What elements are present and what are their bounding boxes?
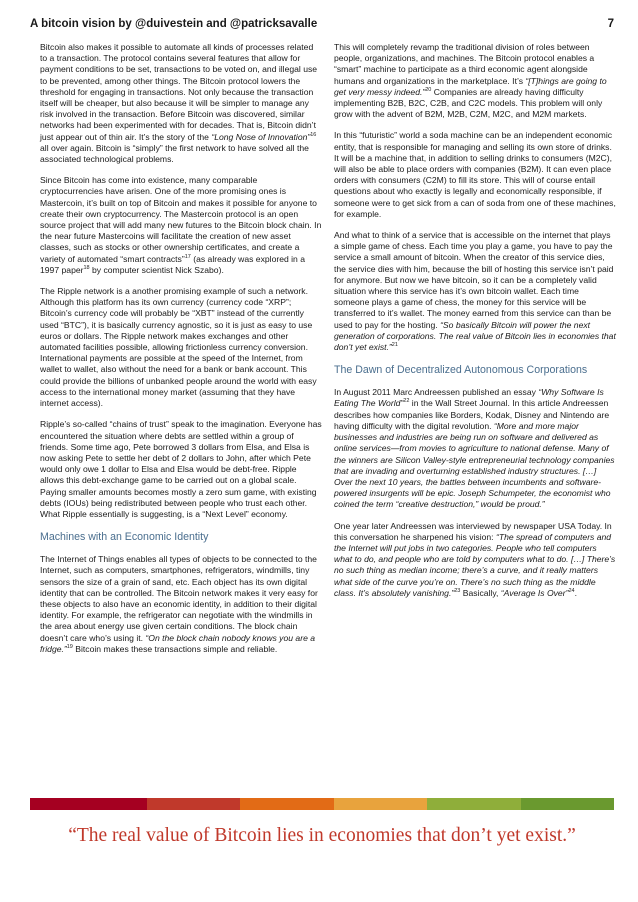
- color-bar-segment: [357, 798, 380, 810]
- color-bar-segment: [123, 798, 146, 810]
- color-bar-segment: [567, 798, 590, 810]
- color-bar-segment: [100, 798, 123, 810]
- color-bar-segment: [450, 798, 473, 810]
- right-column: [334, 42, 616, 609]
- color-bar-segment: [404, 798, 427, 810]
- color-bar-segment: [591, 798, 614, 810]
- color-bar-segment: [194, 798, 217, 810]
- pull-quote: “The real value of Bitcoin lies in economies that don’t yet exist.”: [68, 825, 576, 846]
- color-bar-segment: [77, 798, 100, 810]
- decorative-color-bar: [30, 798, 614, 810]
- paragraph-ripple: The Ripple network is a another promising example of such a network. Although this platform has its own currency (currency code “XRP”; Bitcoin’s currency code will probably be “XBT” instead of the currently used “BTC”), it is basically currency agnostic, so it is just as easy to use euros or dollars. The Ripple network makes exchanges and other automated facilities possible, allowing frictionless currency conversion. International payments are possible at the speed of the Internet, from wallet to wallet, also without the need for a bank or bank account. This could provide the billions of unbanked people around the world with easy access to the international money market (assuming that they have internet access).: [40, 286, 317, 409]
- paragraph-internet-of-things: The Internet of Things enables all types of objects to be connected to the Internet, such as computers, smartphones, refrigerators, windmills, tiny sensors the size of a grain of sand, etc. Each object has its own digital identity that can be controlled. The Bitcoin network makes it very easy for these objects to also have an economic identity, in addition to their digital identity. For example, the refrigerator can negotiate with the windmills in the area about energy use given certain conditions. The block chain doesn’t care who’s using it. “On the block chain nobody knows you are a fridge.”$^{19}$ Bitcoin makes these transactions simple and reliable.: [40, 554, 318, 654]
- paragraph-automation: Bitcoin also makes it possible to automate all kinds of processes related to a transaction. The protocol contains several features that allow for payment conditions to be set, transactions to be voted on, and illegal use to be prevented, among other things. The Bitcoin protocol lowers the threshold for engaging in transactions. Not only because the transaction itself will be cheaper, but also because it will be simpler to manage any risk involved in the transaction. Before Bitcoin was discovered, similar networks had been experimented with for decades. That is, Bitcoin didn’t just appear out of thin air. It’s the story of the “Long Nose of Innovation”$^{16}$ all over again. Bitcoin is “simply” the first network to have solved all the associated technological problems.: [40, 42, 318, 165]
- color-bar-segment: [287, 798, 310, 810]
- page-header: [30, 18, 614, 36]
- color-bar-segment: [544, 798, 567, 810]
- paragraph-mastercoin: Since Bitcoin has come into existence, many comparable cryptocurrencies have arisen. One of the more promising ones is Mastercoin, it’s built on top of Bitcoin and makes it possible for anyone to create their own cryptocurrency. The Mastercoin protocol is an open source project that will add many new futures to the Bitcoin block chain. In the near future Mastercoins will facilitate the creation of new asset classes, such as stocks or other ownership certificates, and create a variety of automated “smart contracts”$^{17}$ (as already was explored in a 1997 paper$^{18}$ by computer scientist Nick Szabo).: [40, 175, 322, 275]
- color-bar-segment: [497, 798, 520, 810]
- color-bar-segment: [474, 798, 497, 810]
- color-bar-segment: [30, 798, 53, 810]
- color-bar-segment: [217, 798, 240, 810]
- paragraph-roles: This will completely revamp the traditional division of roles between people, organizations, and machines. The Bitcoin protocol enables a “smart” machine to participate as a third economic agent alongside humans and organizations in the marketplace. It’s “[T]hings are going to get very messy indeed.”$^{20}$ Companies are already having difficulty implementing B2B, B2C, C2B, and C2C models. This problem will only grow with the advent of B2M, M2B, C2M, M2C, and M2M markets.: [334, 42, 607, 120]
- color-bar-segment: [310, 798, 333, 810]
- color-bar-segment: [264, 798, 287, 810]
- color-bar-segment: [240, 798, 263, 810]
- left-column: [40, 42, 322, 665]
- color-bar-segment: [427, 798, 450, 810]
- paragraph-andreessen-essay: In August 2011 Marc Andreessen published an essay “Why Software Is Eating The World”$^{22}$ in the Wall Street Journal. In this article Andreessen describes how companies like Borders, Kodak, Disney and Nintendo are having difficulty with the digital revolution. “More and more major businesses and industries are being run on software and delivered as online services—from movies to agriculture to national defense. Many of the winners are Silicon Valley-style entrepreneurial technology companies that are invading and overturning established industry structures. […] Over the next 10 years, the battles between incumbents and software-powered insurgents will be epic. Joseph Schumpeter, the economist who coined the term “creative destruction,” would be proud.”: [334, 387, 615, 510]
- section-heading-machines: Machines with an Economic Identity: [40, 531, 209, 544]
- page-number: 7: [607, 18, 614, 30]
- color-bar-segment: [147, 798, 170, 810]
- section-heading-dac: The Dawn of Decentralized Autonomous Corporations: [334, 364, 588, 377]
- color-bar-segment: [170, 798, 193, 810]
- paragraph-chains-of-trust: Ripple’s so-called “chains of trust” speak to the imagination. Everyone has encountered the situation where debts are settled within a group of friends. Some time ago, Pete borrowed 3 dollars from Elsa, and Elsa is now asking Pete to settle her debt of 2 dollars to John, after which Pete would only owe 1 dollar to Elsa and Elsa would be debt-free. Ripple allows this debt-exchange game to be carried out on a global scale. Paying smaller amounts becomes mostly a zero sum game, with existing debts (IOUs) being redistributed between people who trust each other. What Ripple essentially is suggesting, is a “Next Level” economy.: [40, 419, 322, 519]
- paragraph-usa-today: One year later Andreessen was interviewed by newspaper USA Today. In this conversation he sharpened his vision: “The spread of computers and the Internet will put jobs in two categories. People who tell computers what to do, and people who are told by computers what to do. […] There’s no such thing as median income; there’s a curve, and it really matters what side of the curve you’re on. There’s no such thing as the middle class. It’s absolutely vanishing.”$^{23}$ Basically, “Average Is Over”$^{24}$.: [334, 520, 616, 598]
- color-bar-segment: [521, 798, 544, 810]
- paragraph-chess-service: And what to think of a service that is accessible on the internet that plays a simple game of chess. Each time you play a game, you have to pay the service a small amount of bitcoin. When the creator of this service dies, the service dies with him, because the bill of hosting this service isn’t paid for anymore. But now we have bitcoin, so it can be a completely valid situation where this service has it’s own bitcoin wallet. Each time someone plays a game of chess, the money for this service will be transferred to it’s wallet. The money earned from this service can than be used to pay for the hosting. “So basically Bitcoin will power the next generation of corporations. The real value of Bitcoin lies in economies that don’t yet exist.”$^{21}$: [334, 230, 616, 353]
- color-bar-segment: [53, 798, 76, 810]
- paragraph-soda-machine: In this “futuristic” world a soda machine can be an independent economic entity, that is responsible for managing and selling its own store of drinks. It will be a machine that, in addition to selling drinks to consumers (M2C), will also be able to place orders with companies (B2M). It can even place orders with consumers (C2M) to fill its store. This will of course entail questions about who exactly is legally and economically responsible, if someone were to get sick from a can of soda from one of these machines, for example.: [334, 130, 616, 219]
- color-bar-segment: [380, 798, 403, 810]
- document-title: A bitcoin vision by @duivestein and @patricksavalle: [30, 18, 318, 30]
- color-bar-segment: [334, 798, 357, 810]
